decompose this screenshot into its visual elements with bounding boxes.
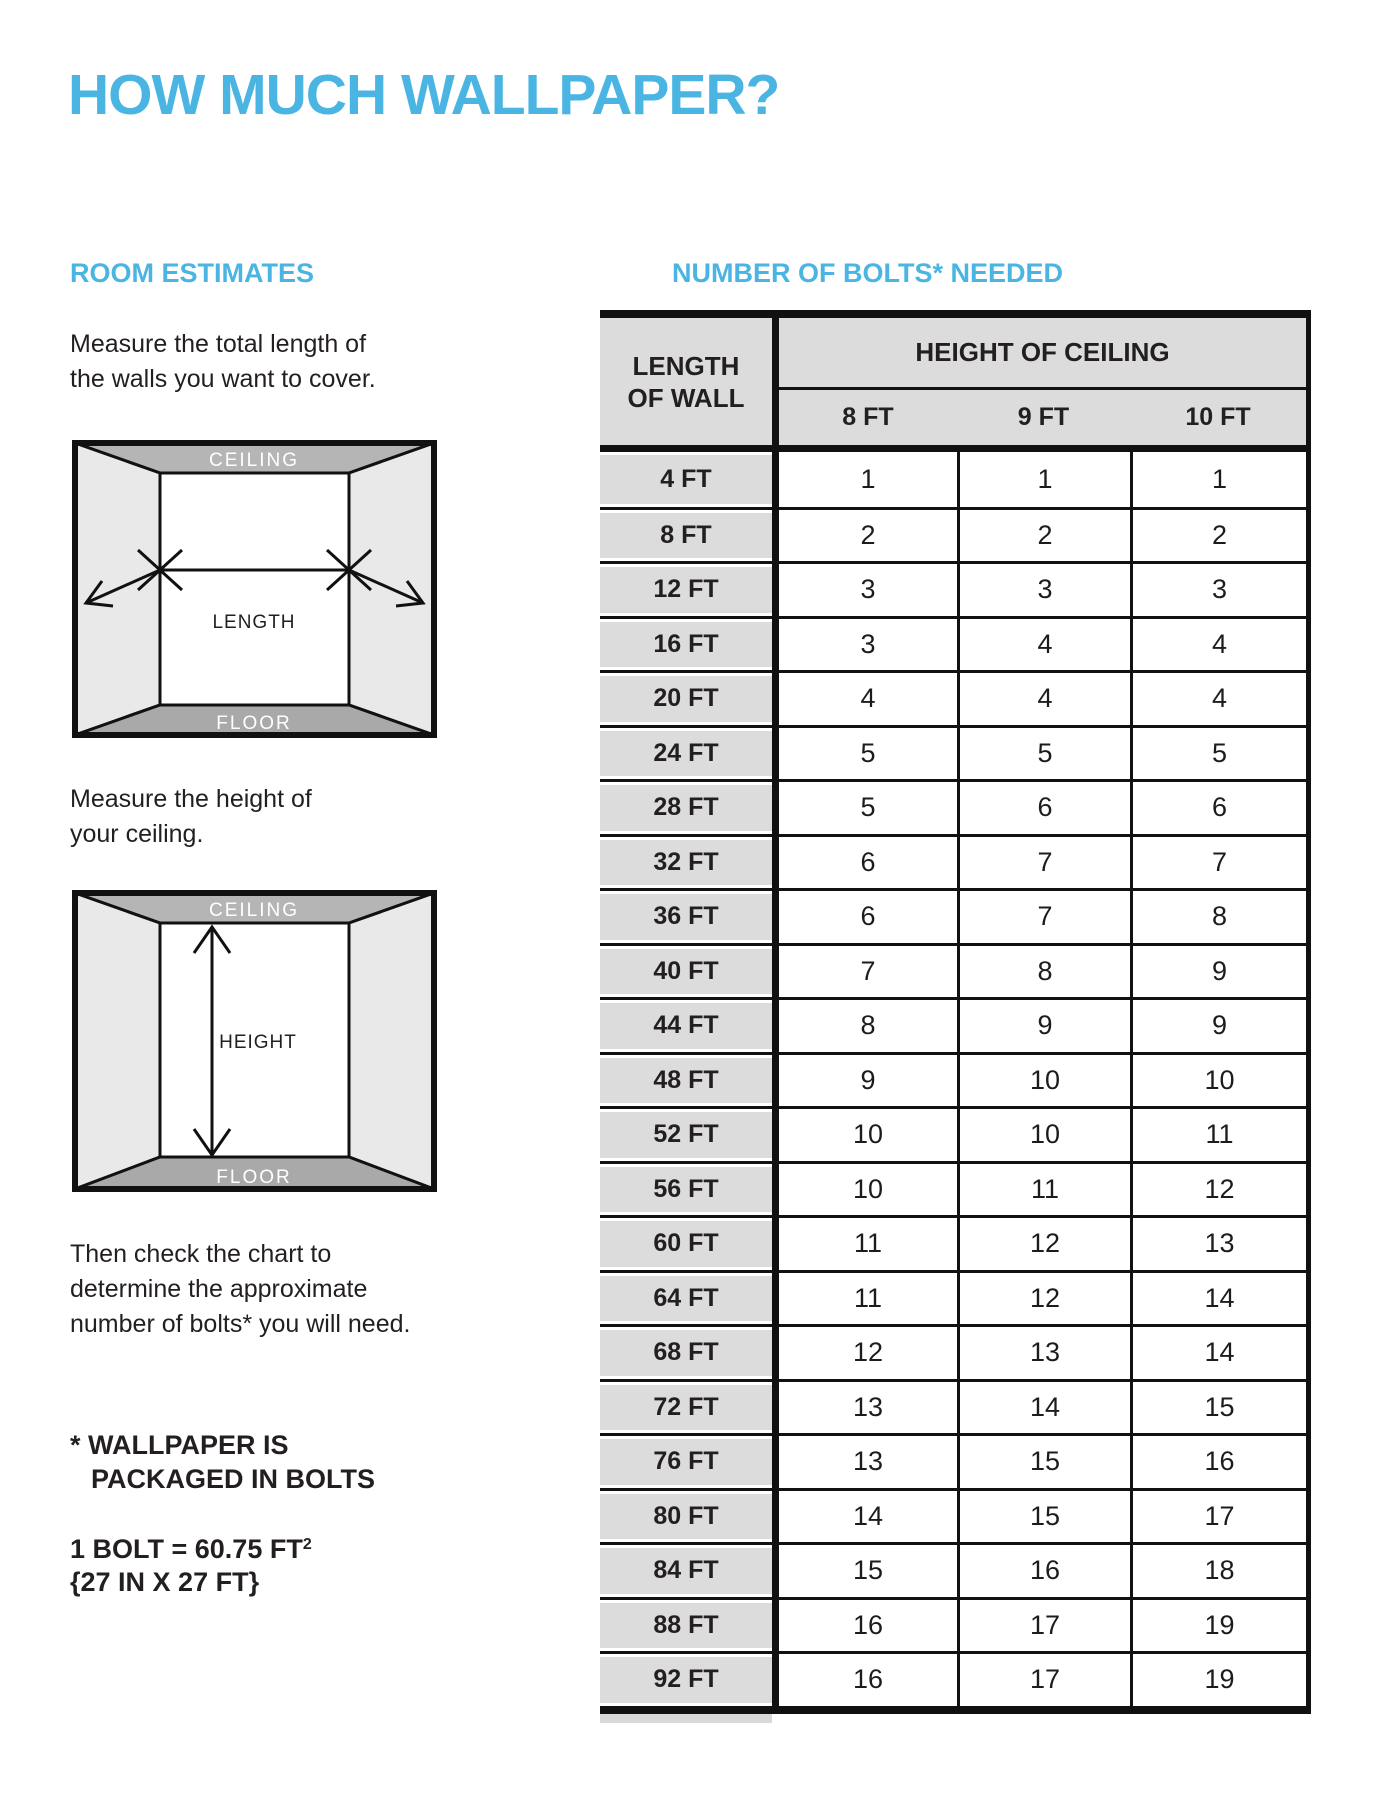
row-label: 72 FT (600, 1382, 779, 1434)
row-label: 20 FT (600, 673, 779, 725)
bolt-count-cell: 5 (860, 792, 876, 823)
bolt-count-cell: 10 (852, 1173, 884, 1204)
instruction-line: Then check the chart to (70, 1240, 332, 1268)
bolt-count-cell: 8 (957, 946, 1130, 998)
ceiling-label: CEILING (208, 450, 300, 471)
table-row (600, 834, 1306, 889)
height-of-ceiling-header: HEIGHT OF CEILING (779, 318, 1306, 390)
ceiling-height-column-headers (779, 390, 1306, 445)
bolt-count-cell: 16 (1130, 1436, 1306, 1488)
bolt-count-cell: 14 (1130, 1327, 1306, 1379)
bolt-count-cell: 19 (1130, 1600, 1306, 1652)
row-label: 24 FT (600, 728, 779, 780)
column-header-10ft: 10 FT (1185, 403, 1251, 431)
row-label: 80 FT (600, 1491, 779, 1543)
instruction-step-3 (70, 1237, 410, 1342)
ceiling-label: CEILING (208, 900, 300, 921)
header-line: LENGTH (632, 350, 740, 381)
bolts-table-header (600, 318, 1306, 452)
bolts-table-body (600, 452, 1306, 1706)
bolt-count-cell: 3 (860, 628, 876, 659)
bolt-count-cell: 1 (860, 463, 876, 494)
instruction-line: the walls you want to cover. (70, 365, 376, 393)
footnote-line: PACKAGED IN BOLTS (91, 1464, 376, 1494)
bolt-count-cell: 15 (957, 1436, 1130, 1488)
instruction-step-2 (70, 782, 312, 852)
bolt-count-cell: 14 (852, 1500, 884, 1531)
row-label: 68 FT (600, 1327, 779, 1379)
row-label: 48 FT (600, 1055, 779, 1107)
row-label: 12 FT (600, 564, 779, 616)
bolt-count-cell: 5 (957, 728, 1130, 780)
room-perspective (75, 443, 434, 735)
bolt-count-cell: 11 (853, 1228, 883, 1259)
bolt-count-cell: 16 (957, 1545, 1130, 1597)
row-label: 84 FT (600, 1545, 779, 1597)
bolt-count-cell: 16 (852, 1609, 884, 1640)
instruction-line: Measure the height of (70, 785, 312, 813)
bolt-count-cell: 4 (1130, 619, 1306, 671)
instruction-line: determine the approximate (70, 1275, 368, 1303)
table-row (600, 1215, 1306, 1270)
instruction-line: number of bolts* you will need. (70, 1310, 411, 1338)
bolt-count-cell: 13 (852, 1391, 884, 1422)
height-dimension-label: HEIGHT (219, 1032, 297, 1053)
bolt-count-cell: 11 (957, 1164, 1130, 1216)
bolt-equation: 1 BOLT = 60.75 $FT^2$ (70, 1534, 312, 1564)
table-row (600, 997, 1306, 1052)
bolt-count-cell: 6 (957, 782, 1130, 834)
length-dimension-label: LENGTH (212, 612, 296, 633)
table-row (600, 1488, 1306, 1543)
table-row (600, 1597, 1306, 1652)
table-row (600, 452, 1306, 507)
bolt-count-cell: 10 (852, 1119, 884, 1150)
bolt-count-cell: 13 (957, 1327, 1130, 1379)
bolt-count-cell: 14 (957, 1382, 1130, 1434)
bolts-table-heading: NUMBER OF BOLTS* NEEDED (671, 258, 1063, 288)
table-row (600, 561, 1306, 616)
bolt-count-cell: 1 (1130, 452, 1306, 507)
row-label: 28 FT (600, 782, 779, 834)
row-label: 8 FT (600, 510, 779, 562)
table-row (600, 1052, 1306, 1107)
bolt-count-cell: 12 (957, 1218, 1130, 1270)
row-label: 88 FT (600, 1600, 779, 1652)
table-row (600, 616, 1306, 671)
table-row (600, 725, 1306, 780)
bolt-count-cell: 17 (957, 1654, 1130, 1706)
row-label: 40 FT (600, 946, 779, 998)
bolt-count-cell: 13 (852, 1446, 884, 1477)
row-label: 76 FT (600, 1436, 779, 1488)
bolt-count-cell: 15 (957, 1491, 1130, 1543)
table-row (600, 1651, 1306, 1706)
table-row (600, 1270, 1306, 1325)
table-row (600, 1161, 1306, 1216)
row-label: 56 FT (600, 1164, 779, 1216)
bolt-count-cell: 11 (853, 1282, 883, 1313)
row-label: 44 FT (600, 1000, 779, 1052)
floor-label: FLOOR (216, 1167, 292, 1188)
bolt-count-cell: 2 (957, 510, 1130, 562)
left-wall-surface (75, 893, 160, 1189)
bolt-count-cell: 19 (1130, 1654, 1306, 1706)
row-label: 32 FT (600, 837, 779, 889)
bolt-count-cell: 14 (1130, 1273, 1306, 1325)
page-title: HOW MUCH WALLPAPER? (68, 63, 780, 127)
bolt-count-cell: 1 (957, 452, 1130, 507)
table-row (600, 943, 1306, 998)
table-row (600, 779, 1306, 834)
row-label: 64 FT (600, 1273, 779, 1325)
bolt-count-cell: 7 (1130, 837, 1306, 889)
ceiling-header-group (779, 318, 1306, 445)
room-height-diagram (72, 890, 437, 1192)
row-label: 60 FT (600, 1218, 779, 1270)
bolt-count-cell: 17 (1130, 1491, 1306, 1543)
bolt-count-cell: 2 (1130, 510, 1306, 562)
bolt-count-cell: 8 (860, 1010, 876, 1041)
bolt-count-cell: 17 (957, 1600, 1130, 1652)
bolt-count-cell: 6 (860, 846, 876, 877)
squared-exponent: 2 (302, 1536, 312, 1553)
instruction-line: Measure the total length of (70, 330, 367, 358)
footnote-line: * WALLPAPER IS (70, 1430, 289, 1460)
row-label: 36 FT (600, 891, 779, 943)
bolts-table (600, 310, 1311, 1714)
bolt-count-cell: 16 (852, 1664, 884, 1695)
bolt-count-cell: 12 (1130, 1164, 1306, 1216)
bolt-count-cell: 6 (860, 901, 876, 932)
bolt-count-cell: 9 (1130, 1000, 1306, 1052)
bolt-count-cell: 3 (860, 574, 876, 605)
bolt-count-cell: 4 (957, 619, 1130, 671)
bolt-count-cell: 10 (1130, 1055, 1306, 1107)
bolt-count-cell: 7 (860, 955, 876, 986)
bolt-count-cell: 10 (957, 1109, 1130, 1161)
bolt-count-cell: 7 (957, 891, 1130, 943)
back-wall-surface (160, 473, 349, 705)
bolt-dimensions: {27 IN X 27 FT} (70, 1567, 260, 1597)
bolt-count-cell: 11 (1130, 1109, 1306, 1161)
bolt-count-cell: 12 (852, 1337, 884, 1368)
room-length-diagram (72, 440, 437, 738)
bolt-count-cell: 6 (1130, 782, 1306, 834)
bolt-count-cell: 3 (1130, 564, 1306, 616)
bolt-count-cell: 15 (852, 1555, 884, 1586)
bolt-count-cell: 13 (1130, 1218, 1306, 1270)
table-row (600, 888, 1306, 943)
wallpaper-footnote (70, 1428, 375, 1496)
table-row (600, 507, 1306, 562)
bolt-count-cell: 12 (957, 1273, 1130, 1325)
instruction-line: your ceiling. (70, 820, 204, 848)
floor-label: FLOOR (216, 713, 292, 734)
bolt-count-cell: 5 (1130, 728, 1306, 780)
bolt-definition (70, 1528, 312, 1599)
bolt-count-cell: 9 (957, 1000, 1130, 1052)
room-estimates-heading: ROOM ESTIMATES (70, 258, 315, 288)
bolt-count-cell: 3 (957, 564, 1130, 616)
table-row (600, 670, 1306, 725)
table-row (600, 1433, 1306, 1488)
right-wall-surface (349, 893, 434, 1189)
bolt-count-cell: 4 (860, 683, 876, 714)
bolt-count-cell: 9 (1130, 946, 1306, 998)
row-label: 4 FT (600, 452, 779, 507)
bolt-count-cell: 8 (1130, 891, 1306, 943)
column-header-9ft: 9 FT (1017, 403, 1070, 431)
column-header-8ft: 8 FT (842, 403, 894, 431)
bolt-count-cell: 2 (860, 519, 876, 550)
row-label: 16 FT (600, 619, 779, 671)
bolt-count-cell: 15 (1130, 1382, 1306, 1434)
bolt-count-cell: 4 (1130, 673, 1306, 725)
bolt-count-cell: 10 (957, 1055, 1130, 1107)
table-row (600, 1542, 1306, 1597)
row-label: 92 FT (600, 1654, 779, 1706)
table-row (600, 1106, 1306, 1161)
bolt-count-cell: 5 (860, 737, 876, 768)
length-of-wall-header (600, 318, 779, 445)
row-label: 52 FT (600, 1109, 779, 1161)
bolt-count-cell: 9 (860, 1064, 876, 1095)
instruction-step-1 (70, 327, 376, 397)
table-row (600, 1324, 1306, 1379)
table-row (600, 1379, 1306, 1434)
header-line: OF WALL (627, 382, 745, 413)
table-footer-stub (600, 1714, 772, 1723)
bolt-count-cell: 7 (957, 837, 1130, 889)
bolt-count-cell: 4 (957, 673, 1130, 725)
bolt-count-cell: 18 (1130, 1545, 1306, 1597)
